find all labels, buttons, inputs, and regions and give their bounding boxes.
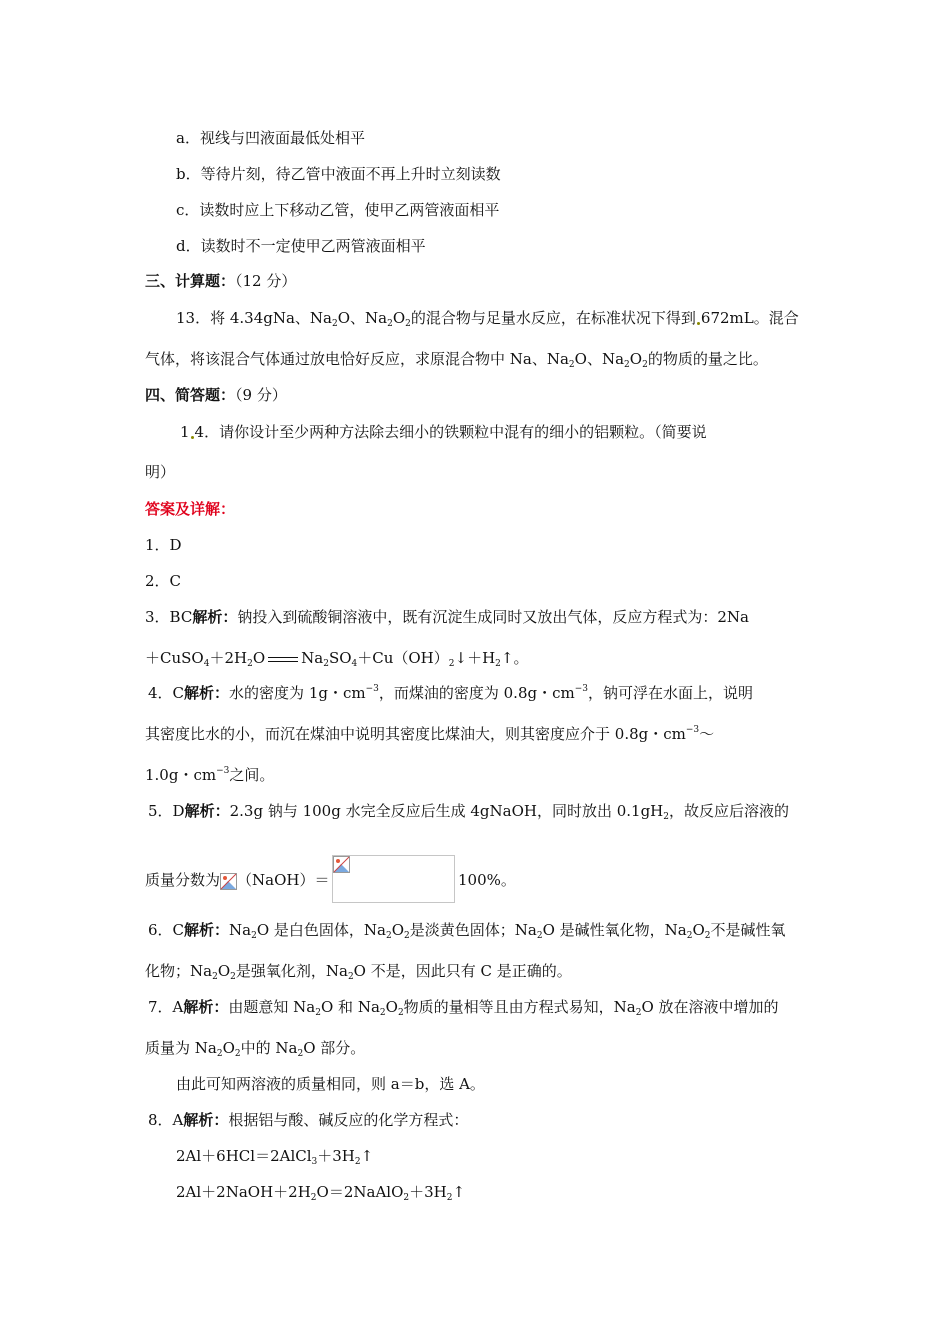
answer-7-line2: 质量为 $Na_2O_2$中的 $Na_2O$ 部分。 [145,1039,366,1059]
answer-5-line2: 质量分数为 （NaOH）＝ [145,871,330,889]
fraction-image-placeholder [332,855,455,903]
answer-5-line1: 5．D解析：2.3g 钠与 100g 水完全反应后生成 4gNaOH，同时放出 $0.1gH_2$，故反应后溶液的 [148,802,790,822]
answer-8-equation-1: $2Al+6HCl=2AlCl_3+3H_2↑$ [176,1147,374,1167]
option-b: b．等待片刻，待乙管中液面不再上升时立刻读数 [176,165,501,183]
answer-6-line2: 化物；$Na_2O_2$是强氧化剂，$Na_2O$ 不是，因此只有 C 是正确的。 [145,962,572,982]
broken-image-icon [220,873,237,890]
section-3-heading: 三、计算题：（12 分） [145,272,297,290]
answer-7-line1: 7．A解析：由题意知 $Na_2O$ 和 $Na_2O_2$物质的量相等且由方程式易知，$Na_2O$ 放在溶液中增加的 [148,998,779,1018]
question-14-line1: 1 4．请你设计至少两种方法除去细小的铁颗粒中混有的细小的铝颗粒。（简要说 [180,423,707,441]
question-13-line1: 13．将 4.34gNa、$Na_2O$、$Na_2O_2$的混合物与足量水反应，在标准状况下得到 672mL。混合 [176,309,799,329]
option-a: a．视线与凹液面最低处相平 [176,129,365,147]
answer-1: 1．D [145,536,182,554]
answer-8-equation-2: $2Al+2NaOH+2H_2O=2NaAlO_2+3H_2↑$ [176,1183,466,1203]
option-d: d．读数时不一定使甲乙两管液面相平 [176,237,426,255]
broken-image-icon [333,856,350,873]
option-c: c．读数时应上下移动乙管，使甲乙两管液面相平 [176,201,500,219]
answer-3-equation: $+CuSO_4+2H_2O$ $Na_2SO_4+Cu(OH)_2↓+H_2↑$。 [145,649,529,669]
answers-heading: 答案及详解： [145,500,236,518]
answer-7-line3: 由此可知两溶液的质量相同，则 a＝b，选 A。 [176,1075,485,1093]
equals-sign [268,657,298,662]
question-13-line2: 气体，将该混合气体通过放电恰好反应，求原混合物中 Na、$Na_2O$、$Na_2O_2$的物质的量之比。 [145,350,768,370]
answer-5-percent: 100%。 [458,871,516,889]
answer-3-line1: 3．BC解析：钠投入到硫酸铜溶液中，既有沉淀生成同时又放出气体，反应方程式为：2Na [145,608,749,626]
section-4-heading: 四、简答题：（9 分） [145,386,287,404]
answer-6-line1: 6．C解析：$Na_2O$ 是白色固体，$Na_2O_2$是淡黄色固体；$Na_2O$ 是碱性氧化物，$Na_2O_2$不是碱性氧 [148,921,786,941]
question-14-line2: 明） [145,463,176,481]
answer-4-line2: 其密度比水的小，而沉在煤油中说明其密度比煤油大，则其密度应介于 0.8g・$cm^{-3}\sim$ [145,725,715,743]
answer-8-line1: 8．A解析：根据铝与酸、碱反应的化学方程式： [148,1111,469,1129]
answer-4-line3: 1.0g・$cm^{-3}$之间。 [145,766,275,784]
answer-2: 2．C [145,572,182,590]
answer-4-line1: 4．C解析：水的密度为 1g・$cm^{-3}$，而煤油的密度为 0.8g・$cm^{-3}$，钠可浮在水面上，说明 [148,684,754,702]
